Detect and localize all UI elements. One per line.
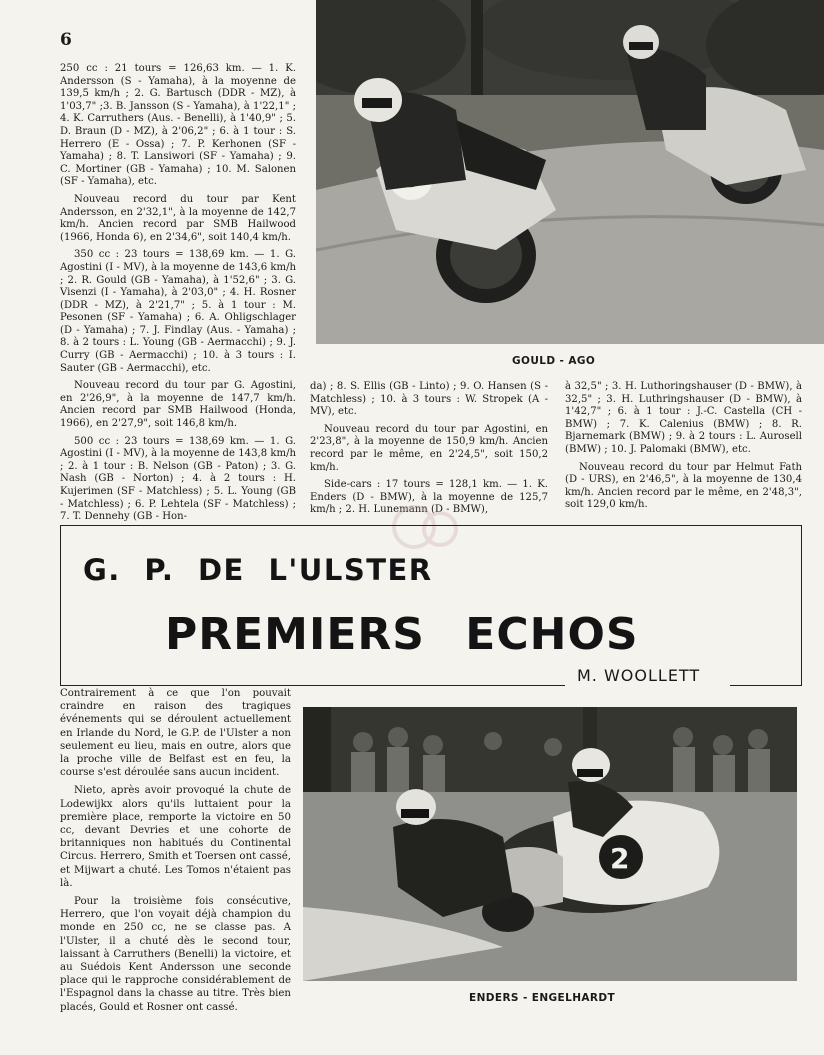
article-paragraph-1: Contrairement à ce que l'on pouvait craindre en raison des tragiques événements qui se déroulent actuellement en Irlande du Nord, le G.P. de l'Ulster a non seulement eu lieu, mais en outre, alors que la proche ville de Belfast est en feu, la course s'est déroulée sans aucun incident. bbox=[60, 688, 291, 779]
results-column-middle bbox=[310, 381, 548, 522]
results-column-left bbox=[60, 63, 296, 529]
record-500cc: Nouveau record du tour par Agostini, en 2'23,8", à la moyenne de 150,9 km/h. Ancien record par le même, en 2'24,5", soit 150,2 km/h. bbox=[310, 423, 548, 473]
article-body bbox=[60, 687, 291, 1019]
results-sidecars-continued: à 32,5" ; 3. H. Luthoringshauser (D - BMW), à 32,5" ; 3. H. Luthringshauser (D - BMW), à 1'42,7" ; 6. à 1 tour : J.-C. Castella (CH - BMW) ; 7. K. Calenius (BMW) ; 8. R. Bjarnemark (BMW) ; 9. à 2 tours : L. Aurosell (BMW) ; 10. J. Palomaki (BMW), etc. bbox=[565, 381, 802, 455]
article-kicker: G. P. DE L'ULSTER bbox=[83, 553, 433, 587]
caption-enders-engelhardt: ENDERS - ENGELHARDT bbox=[469, 992, 616, 1004]
page-number: 6 bbox=[60, 30, 72, 50]
results-500cc: 500 cc : 23 tours = 138,69 km. — 1. G. Agostini (I - MV), à la moyenne de 143,8 km/h ; 2. à 1 tour : B. Nelson (GB - Paton) ; 3. G. Nash (GB - Norton) ; 4. à 2 tours : H. Kujerimen (SF - Matchless) ; 5. L. Young (GB - Matchless) ; 6. P. Lehtela (SF - Matchless) ; 7. T. Dennehy (GB - Hon- bbox=[60, 435, 296, 523]
sidecar-number-2: 2 bbox=[610, 842, 630, 875]
article-paragraph-2: Nieto, après avoir provoqué la chute de Lodewijkx alors qu'ils luttaient pour la première place, remporte la victoire en 50 cc, devant Devries et une cohorte de britanniques non habitués du Continental Circus. Herrero, Smith et Toersen ont cassé, et Mijwart a chuté. Les Tomos n'étaient pas là. bbox=[60, 785, 291, 889]
title-box-rule-left bbox=[60, 685, 565, 686]
results-500cc-continued: da) ; 8. S. Ellis (GB - Linto) ; 9. O. Hansen (S - Matchless) ; 10. à 3 tours : W. Stropek (A - MV), etc. bbox=[310, 381, 548, 418]
results-sidecars: Side-cars : 17 tours = 128,1 km. — 1. K. Enders (D - BMW), à la moyenne de 125,7 km/h ; 2. H. Lunemann (D - BMW), bbox=[310, 479, 548, 516]
record-sidecars: Nouveau record du tour par Helmut Fath (D - URS), en 2'46,5", à la moyenne de 130,4 km/h. Ancien record par le même, en 2'48,3", soit 129,0 km/h. bbox=[565, 461, 802, 511]
caption-gould-ago: GOULD - AGO bbox=[512, 355, 596, 367]
article-author: M. WOOLLETT bbox=[577, 666, 701, 685]
results-250cc: 250 cc : 21 tours = 126,63 km. — 1. K. Andersson (S - Yamaha), à la moyenne de 139,5 km/h ; 2. G. Bartusch (DDR - MZ), à 1'03,7" ;3. B. Jansson (S - Yamaha), à 1'22,1" ; 4. K. Carruthers (Aus. - Benelli), à 1'40,9" ; 5. D. Braun (D - MZ), à 2'06,2" ; 6. à 1 tour : S. Herrero (E - Ossa) ; 7. P. Kerhonen (SF - Yamaha) ; 8. T. Lansiwori (SF - Yamaha) ; 9. C. Mortiner (GB - Yamaha) ; 10. M. Salonen (SF - Yamaha), etc. bbox=[60, 63, 296, 188]
article-title-box bbox=[60, 525, 802, 686]
article-headline: PREMIERS ECHOS bbox=[165, 609, 639, 660]
results-350cc: 350 cc : 23 tours = 138,69 km. — 1. G. Agostini (I - MV), à la moyenne de 143,6 km/h ; 2. R. Gould (GB - Yamaha), à 1'52,6" ; 3. G. Visenzi (I - Yamaha), à 2'03,0" ; 4. H. Rosner (DDR - MZ), à 2'21,7" ; 5. à 1 tour : M. Pesonen (SF - Yamaha) ; 6. A. Ohligschlager (D - Yamaha) ; 7. J. Findlay (Aus. - Yamaha) ; 8. à 2 tours : L. Young (GB - Aermacchi) ; 9. J. Curry (GB - Aermacchi) ; 10. à 3 tours : I. Sauter (GB - Aermacchi), etc. bbox=[60, 249, 296, 374]
photo-gould-ago bbox=[316, 0, 824, 344]
article-paragraph-3: Pour la troisième fois consécutive, Herrero, que l'on voyait déjà champion du monde en 250 cc, ne se classe pas. A l'Ulster, il a chuté dès le second tour, laissant à Carruthers (Benelli) la victoire, et au Suédois Kent Andersson une seconde place qui le rapproche considérablement de l'Espagnol dans la chasse au titre. Très bien placés, Gould et Rosner ont cassé. bbox=[60, 896, 291, 1013]
record-350cc: Nouveau record du tour par G. Agostini, en 2'26,9", à la moyenne de 147,7 km/h. Ancien record par SMB Hailwood (Honda, 1966), en 2'27,9", soit 146,8 km/h. bbox=[60, 380, 296, 430]
title-box-rule-right bbox=[730, 685, 802, 686]
photo-enders-engelhardt bbox=[303, 707, 797, 981]
record-250cc: Nouveau record du tour par Kent Andersson, en 2'32,1", à la moyenne de 142,7 km/h. Ancien record par SMB Hailwood (1966, Honda 6), en 2'34,6", soit 140,4 km/h. bbox=[60, 193, 296, 243]
results-column-right bbox=[565, 381, 802, 517]
